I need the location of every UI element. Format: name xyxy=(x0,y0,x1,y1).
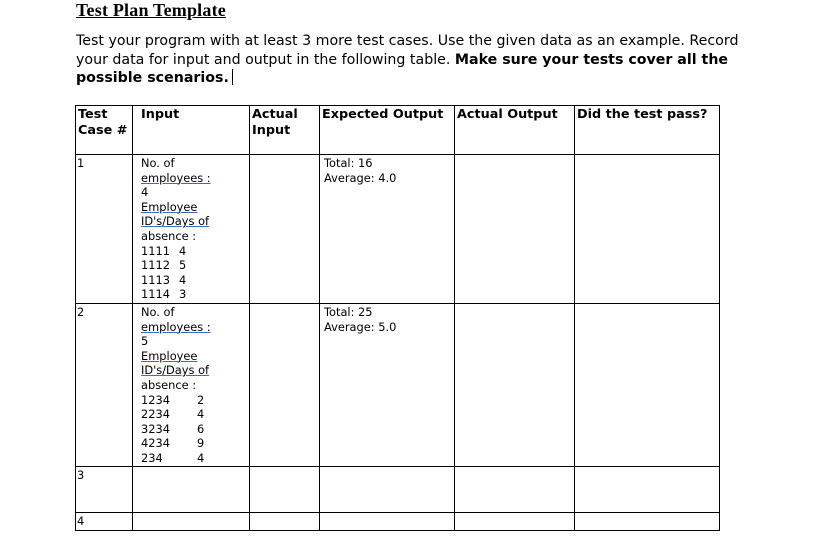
header-test-case: Test Case # xyxy=(76,106,133,155)
header-test-pass: Did the test pass? xyxy=(575,106,720,155)
table-row xyxy=(76,155,720,304)
ids-label-3: absence : xyxy=(141,228,197,243)
actual-output-cell[interactable] xyxy=(455,467,575,513)
intro-bold-text: Make sure your tests cover all the possible scenarios. xyxy=(76,51,729,87)
test-case-cell[interactable] xyxy=(76,303,133,467)
id-days-pair: 3234 6 xyxy=(141,421,205,436)
id-days-pair: 1113 4 xyxy=(141,272,187,287)
table-row xyxy=(76,303,720,467)
test-case-cell[interactable] xyxy=(76,155,133,304)
input-cell[interactable] xyxy=(133,155,250,304)
test-case-number: 1 xyxy=(77,156,85,170)
actual-output-cell[interactable] xyxy=(455,303,575,467)
document-title: Test Plan Template xyxy=(76,0,226,20)
input-cell[interactable] xyxy=(133,467,250,513)
expected-output-cell[interactable] xyxy=(320,303,455,467)
input-cell[interactable] xyxy=(133,303,250,467)
header-actual-input: Actual Input xyxy=(250,106,320,155)
id-days-pair: 4234 9 xyxy=(141,436,205,451)
test-case-cell[interactable] xyxy=(76,467,133,513)
input-cell[interactable] xyxy=(133,513,250,531)
actual-output-cell[interactable] xyxy=(455,155,575,304)
test-pass-cell[interactable] xyxy=(575,513,720,531)
employees-value: 4 xyxy=(141,185,149,200)
test-pass-cell[interactable] xyxy=(575,467,720,513)
id-days-pair: 1111 4 xyxy=(141,243,187,258)
actual-output-cell[interactable] xyxy=(455,513,575,531)
employees-label: No. of xyxy=(141,304,175,319)
ids-label: Employee xyxy=(141,348,198,363)
employees-label-2: employees : xyxy=(141,170,211,185)
actual-input-cell[interactable] xyxy=(250,467,320,513)
text-cursor xyxy=(232,69,233,85)
expected-average: Average: 5.0 xyxy=(324,319,397,334)
id-days-pair: 2234 4 xyxy=(141,407,205,422)
employees-label: No. of xyxy=(141,156,175,170)
intro-paragraph[interactable] xyxy=(76,32,756,88)
expected-total: Total: 16 xyxy=(324,156,373,170)
ids-label: Employee xyxy=(141,199,198,214)
table-row xyxy=(76,513,720,531)
ids-label-2: ID's/Days of xyxy=(141,363,210,378)
expected-average: Average: 4.0 xyxy=(324,170,397,185)
header-actual-output: Actual Output xyxy=(455,106,575,155)
test-case-number: 4 xyxy=(77,514,85,529)
actual-input-cell[interactable] xyxy=(250,513,320,531)
id-days-pair: 1112 5 xyxy=(141,258,187,273)
expected-output-cell[interactable] xyxy=(320,467,455,513)
expected-output-cell[interactable] xyxy=(320,513,455,531)
test-case-cell[interactable] xyxy=(76,513,133,531)
table-row xyxy=(76,467,720,513)
test-case-number: 3 xyxy=(77,468,85,483)
employees-value: 5 xyxy=(141,334,149,349)
id-days-pair: 1234 2 xyxy=(141,392,205,407)
expected-output-cell[interactable] xyxy=(320,155,455,304)
employees-label-2: employees : xyxy=(141,319,211,334)
header-expected-output: Expected Output xyxy=(320,106,455,155)
expected-total: Total: 25 xyxy=(324,304,373,319)
header-input: Input xyxy=(133,106,250,155)
id-days-pair: 1114 3 xyxy=(141,287,187,302)
test-plan-table xyxy=(75,105,720,531)
ids-label-2: ID's/Days of xyxy=(141,214,210,229)
actual-input-cell[interactable] xyxy=(250,303,320,467)
table-header-row xyxy=(76,106,720,155)
id-days-pair: 234 4 xyxy=(141,450,205,465)
ids-label-3: absence : xyxy=(141,377,197,392)
test-pass-cell[interactable] xyxy=(575,303,720,467)
test-case-number: 2 xyxy=(77,304,85,319)
intro-text: Test your program with at least 3 more test cases. Use the given data as an example. Record your data for input and output in the following table. xyxy=(76,33,739,68)
test-pass-cell[interactable] xyxy=(575,155,720,304)
actual-input-cell[interactable] xyxy=(250,155,320,304)
